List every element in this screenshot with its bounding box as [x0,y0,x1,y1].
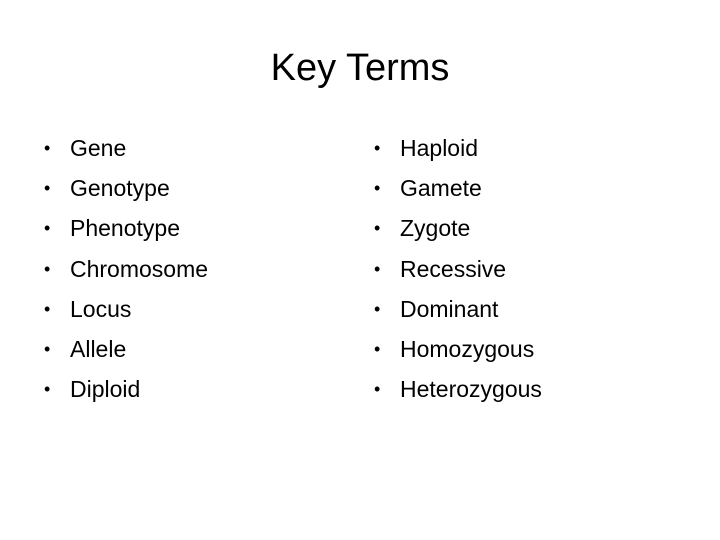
term-label: Homozygous [400,335,535,362]
bullet-icon: • [374,138,381,158]
list-item [374,369,694,409]
term-label: Gamete [400,175,482,202]
bullet-icon: • [44,379,51,400]
list-item [44,329,344,369]
bullet-icon: • [374,379,381,400]
bullet-icon: • [374,258,381,279]
term-label: Genotype [70,175,170,202]
list-item [44,289,344,329]
list-item [44,168,344,208]
list-item [44,128,344,168]
term-label: Heterozygous [400,376,542,403]
term-list-left [44,128,344,409]
list-item [44,208,344,248]
term-label: Haploid [400,135,478,161]
list-item [374,128,694,168]
term-label: Phenotype [70,215,180,242]
term-label: Allele [70,335,127,362]
bullet-icon: • [44,338,51,359]
term-label: Gene [70,135,127,161]
bullet-icon: • [374,178,381,199]
term-label: Dominant [400,295,499,322]
bullet-icon: • [44,218,51,239]
list-item [374,208,694,248]
bullet-icon: • [374,338,381,359]
term-label: Diploid [70,376,141,403]
term-label: Zygote [400,215,471,242]
bullet-icon: • [44,178,51,199]
bullet-icon: • [374,218,381,239]
list-item [44,369,344,409]
list-item [374,289,694,329]
list-item [374,249,694,289]
bullet-icon: • [374,298,381,319]
slide-title: Key Terms [270,47,450,89]
list-item [374,168,694,208]
bullet-icon: • [44,138,51,158]
term-list-right [374,128,694,409]
list-item [44,249,344,289]
bullet-icon: • [44,258,51,279]
term-label: Chromosome [70,255,209,282]
term-label: Locus [70,295,132,322]
term-label: Recessive [400,255,507,282]
list-item [374,329,694,369]
bullet-icon: • [44,298,51,319]
